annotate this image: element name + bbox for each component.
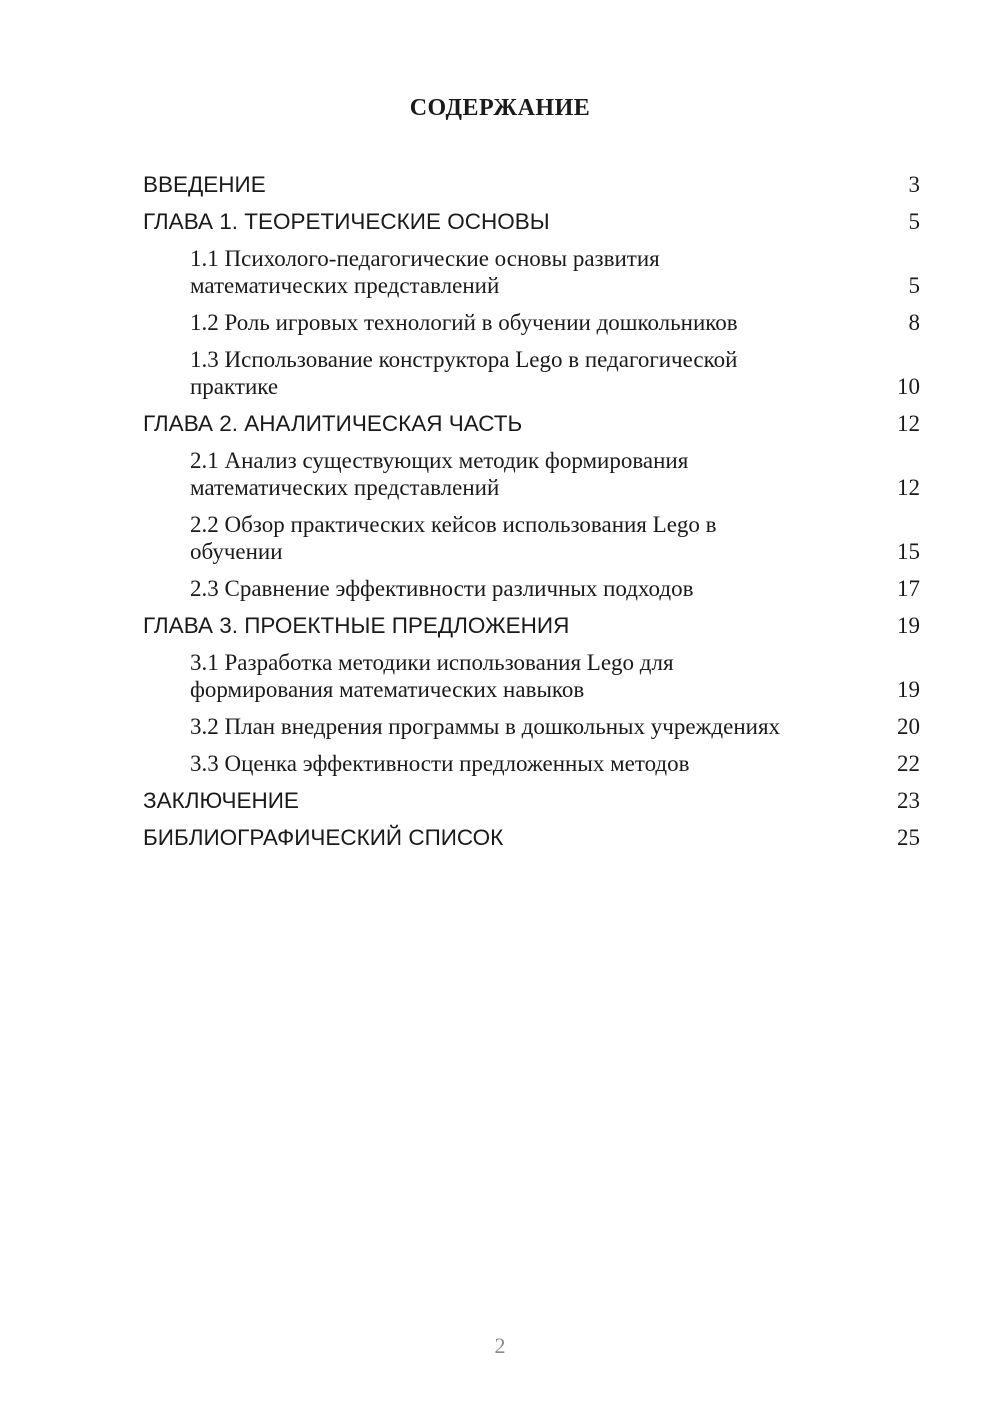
toc-entry-page: 10 (897, 374, 920, 399)
toc-entry (143, 442, 920, 506)
toc-entry-label: 2.3 Сравнение эффективности различных подходов (190, 576, 694, 601)
toc-entry-label: 1.1 Психолого-педагогические основы развития математических представлений (190, 246, 660, 298)
toc-entry (143, 570, 920, 607)
page-title: СОДЕРЖАНИЕ (409, 95, 591, 121)
toc-entry (143, 607, 920, 644)
toc-entry-label: ВВЕДЕНИЕ (143, 172, 266, 197)
toc-entry-label: ГЛАВА 3. ПРОЕКТНЫЕ ПРЕДЛОЖЕНИЯ (143, 613, 570, 638)
toc-entry (143, 405, 920, 442)
toc-entry-label: БИБЛИОГРАФИЧЕСКИЙ СПИСОК (143, 825, 504, 850)
toc-entry-label: 3.1 Разработка методики использования Lego для формирования математических навыков (190, 650, 674, 702)
table-of-contents (143, 166, 920, 856)
toc-entry-page: 12 (897, 475, 920, 500)
toc-entry (143, 644, 920, 708)
page-number: 2 (494, 1333, 506, 1358)
toc-entry-label: 3.2 План внедрения программы в дошкольных учреждениях (190, 714, 781, 739)
toc-entry (143, 745, 920, 782)
toc-entry-page: 19 (897, 613, 920, 638)
toc-entry-label: 2.1 Анализ существующих методик формирования математических представлений (190, 448, 689, 500)
toc-entry-page: 19 (897, 677, 920, 702)
toc-entry (143, 708, 920, 745)
toc-entry-label: 1.2 Роль игровых технологий в обучении дошкольников (190, 310, 738, 335)
toc-entry-label: 1.3 Использование конструктора Lego в педагогической практике (190, 347, 738, 399)
toc-entry (143, 240, 920, 304)
toc-entry (143, 341, 920, 405)
toc-entry-page: 23 (897, 788, 920, 813)
toc-entry-label: 3.3 Оценка эффективности предложенных методов (190, 751, 690, 776)
toc-entry (143, 506, 920, 570)
toc-entry-label: 2.2 Обзор практических кейсов использования Lego в обучении (190, 512, 717, 564)
toc-entry-page: 8 (908, 310, 920, 335)
toc-entry-label: ГЛАВА 2. АНАЛИТИЧЕСКАЯ ЧАСТЬ (143, 411, 523, 436)
toc-entry-page: 25 (897, 825, 920, 850)
toc-entry (143, 203, 920, 240)
toc-entry-label: ГЛАВА 1. ТЕОРЕТИЧЕСКИЕ ОСНОВЫ (143, 209, 550, 234)
toc-entry-page: 12 (897, 411, 920, 436)
toc-entry-page: 17 (897, 576, 920, 601)
toc-entry-page: 3 (908, 172, 920, 197)
toc-entry (143, 166, 920, 203)
toc-entry-page: 22 (897, 751, 920, 776)
toc-entry-page: 5 (908, 273, 920, 298)
toc-entry-page: 5 (908, 209, 920, 234)
toc-entry-page: 15 (897, 539, 920, 564)
toc-entry (143, 304, 920, 341)
toc-entry-label: ЗАКЛЮЧЕНИЕ (143, 788, 299, 813)
toc-entry (143, 819, 920, 856)
toc-entry-page: 20 (897, 714, 920, 739)
toc-entry (143, 782, 920, 819)
